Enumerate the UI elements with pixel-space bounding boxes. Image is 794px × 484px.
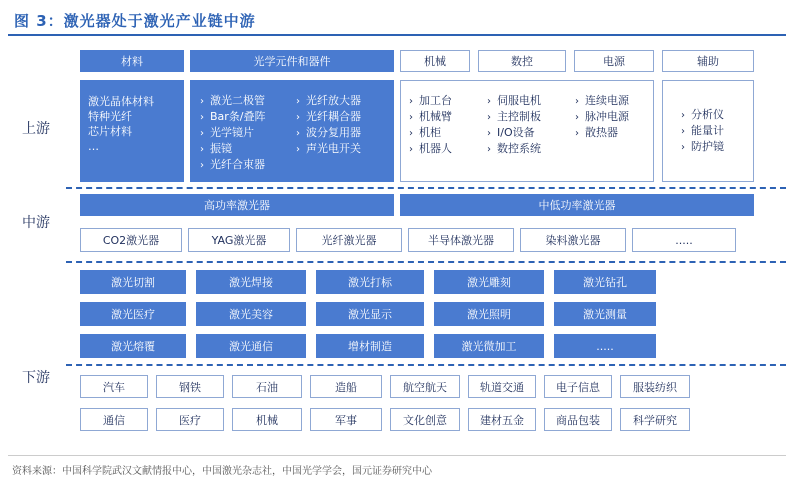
section-label-upstream: 上游 xyxy=(22,121,50,137)
laser-type-co2: CO2激光器 xyxy=(80,228,182,252)
optics-item: › 波分复用器 xyxy=(296,126,361,139)
auxiliary-item: › 防护镜 xyxy=(681,140,724,153)
industry-box: 钢铁 xyxy=(156,375,224,398)
optics-item: › 光纤耦合器 xyxy=(296,110,361,123)
optics-list-left xyxy=(200,93,296,182)
industry-box: 医疗 xyxy=(156,408,224,431)
figure-title-bar xyxy=(8,6,786,36)
upstream-header-optics: 光学元件和器件 xyxy=(190,50,394,72)
chevron-right-icon: › xyxy=(200,96,204,107)
chevron-right-icon: › xyxy=(409,112,413,123)
chevron-right-icon: › xyxy=(487,128,491,139)
application-box: 激光钻孔 xyxy=(554,270,656,294)
chevron-right-icon: › xyxy=(681,142,685,153)
upstream-header-cnc: 数控 xyxy=(478,50,566,72)
optics-list-right xyxy=(296,93,361,182)
chevron-right-icon: › xyxy=(200,128,204,139)
chevron-right-icon: › xyxy=(575,96,579,107)
industry-box: 电子信息 xyxy=(544,375,612,398)
application-box: 激光通信 xyxy=(196,334,306,358)
application-box: 激光微加工 xyxy=(434,334,544,358)
optics-item: › 光纤放大器 xyxy=(296,94,361,107)
materials-panel xyxy=(80,80,184,182)
power-list xyxy=(575,93,629,181)
laser-type-yag: YAG激光器 xyxy=(188,228,290,252)
source-note: 资料来源：中国科学院武汉文献情报中心，中国激光杂志社，中国光学学会，国元证券研究中心 xyxy=(12,466,432,477)
cnc-item: › I/O设备 xyxy=(487,126,535,139)
industry-box: 轨道交通 xyxy=(468,375,536,398)
separator-upstream-midstream xyxy=(66,187,786,189)
application-box: 激光照明 xyxy=(434,302,544,326)
application-box: ..... xyxy=(554,334,656,358)
mechanical-list xyxy=(409,93,487,181)
chevron-right-icon: › xyxy=(200,160,204,171)
power-item: › 连续电源 xyxy=(575,94,629,107)
chevron-right-icon: › xyxy=(296,128,300,139)
industry-box: 商品包装 xyxy=(544,408,612,431)
application-box: 激光熔覆 xyxy=(80,334,186,358)
chevron-right-icon: › xyxy=(681,110,685,121)
material-item: 芯片材料 xyxy=(88,125,132,138)
optics-item: › 振镜 xyxy=(200,142,232,155)
industry-box: 科学研究 xyxy=(620,408,690,431)
upstream-header-auxiliary: 辅助 xyxy=(662,50,754,72)
cnc-item: › 伺服电机 xyxy=(487,94,541,107)
application-box: 激光焊接 xyxy=(196,270,306,294)
auxiliary-item: › 分析仪 xyxy=(681,108,724,121)
industry-box: 建材五金 xyxy=(468,408,536,431)
application-box: 增材制造 xyxy=(316,334,424,358)
optics-item: › 光纤合束器 xyxy=(200,158,265,171)
chevron-right-icon: › xyxy=(409,144,413,155)
upstream-header-materials: 材料 xyxy=(80,50,184,72)
chevron-right-icon: › xyxy=(575,128,579,139)
optics-item: › Bar条/叠阵 xyxy=(200,110,266,123)
chevron-right-icon: › xyxy=(200,112,204,123)
separator-midstream-downstream xyxy=(66,261,786,263)
material-item: … xyxy=(88,140,99,153)
section-label-midstream: 中游 xyxy=(22,215,50,231)
industry-box: 通信 xyxy=(80,408,148,431)
chevron-right-icon: › xyxy=(487,112,491,123)
chevron-right-icon: › xyxy=(296,112,300,123)
application-box: 激光美容 xyxy=(196,302,306,326)
power-item: › 脉冲电源 xyxy=(575,110,629,123)
industry-box: 机械 xyxy=(232,408,302,431)
chevron-right-icon: › xyxy=(487,96,491,107)
chevron-right-icon: › xyxy=(409,128,413,139)
figure-title: 图 3：激光器处于激光产业链中游 xyxy=(14,12,256,30)
application-box: 激光切割 xyxy=(80,270,186,294)
laser-type-dye: 染料激光器 xyxy=(520,228,626,252)
industry-box: 服装纺织 xyxy=(620,375,690,398)
upstream-header-mechanical: 机械 xyxy=(400,50,470,72)
chevron-right-icon: › xyxy=(200,144,204,155)
application-box: 激光雕刻 xyxy=(434,270,544,294)
industry-box: 石油 xyxy=(232,375,302,398)
power-item: › 散热器 xyxy=(575,126,618,139)
application-box: 激光医疗 xyxy=(80,302,186,326)
cnc-item: › 主控制板 xyxy=(487,110,541,123)
chevron-right-icon: › xyxy=(296,144,300,155)
mechanical-cnc-power-panel xyxy=(400,80,654,182)
cnc-list xyxy=(487,93,575,181)
industry-box: 汽车 xyxy=(80,375,148,398)
mechanical-item: › 机械臂 xyxy=(409,110,452,123)
optics-item: › 光学镜片 xyxy=(200,126,254,139)
mechanical-item: › 机柜 xyxy=(409,126,441,139)
auxiliary-list xyxy=(681,107,753,155)
chevron-right-icon: › xyxy=(681,126,685,137)
application-box: 激光打标 xyxy=(316,270,424,294)
industry-box: 文化创意 xyxy=(390,408,460,431)
material-item: 特种光纤 xyxy=(88,110,132,123)
separator-downstream-industries xyxy=(66,364,786,366)
laser-type-more: ..... xyxy=(632,228,736,252)
chevron-right-icon: › xyxy=(575,112,579,123)
auxiliary-panel xyxy=(662,80,754,182)
laser-type-semiconductor: 半导体激光器 xyxy=(408,228,514,252)
low-medium-power-laser-bar: 中低功率激光器 xyxy=(400,194,754,216)
material-item: 激光晶体材料 xyxy=(88,95,154,108)
industry-box: 航空航天 xyxy=(390,375,460,398)
optics-item: › 声光电开关 xyxy=(296,142,361,155)
industry-box: 军事 xyxy=(310,408,382,431)
mechanical-item: › 机器人 xyxy=(409,142,452,155)
cnc-item: › 数控系统 xyxy=(487,142,541,155)
optics-panel xyxy=(190,80,394,182)
industry-box: 造船 xyxy=(310,375,382,398)
mechanical-item: › 加工台 xyxy=(409,94,452,107)
auxiliary-item: › 能量计 xyxy=(681,124,724,137)
high-power-laser-bar: 高功率激光器 xyxy=(80,194,394,216)
chevron-right-icon: › xyxy=(296,96,300,107)
laser-type-fiber: 光纤激光器 xyxy=(296,228,402,252)
application-box: 激光测量 xyxy=(554,302,656,326)
chevron-right-icon: › xyxy=(487,144,491,155)
optics-item: › 激光二极管 xyxy=(200,94,265,107)
chevron-right-icon: › xyxy=(409,96,413,107)
section-label-downstream: 下游 xyxy=(22,370,50,386)
source-divider xyxy=(8,455,786,456)
upstream-header-power: 电源 xyxy=(574,50,654,72)
application-box: 激光显示 xyxy=(316,302,424,326)
